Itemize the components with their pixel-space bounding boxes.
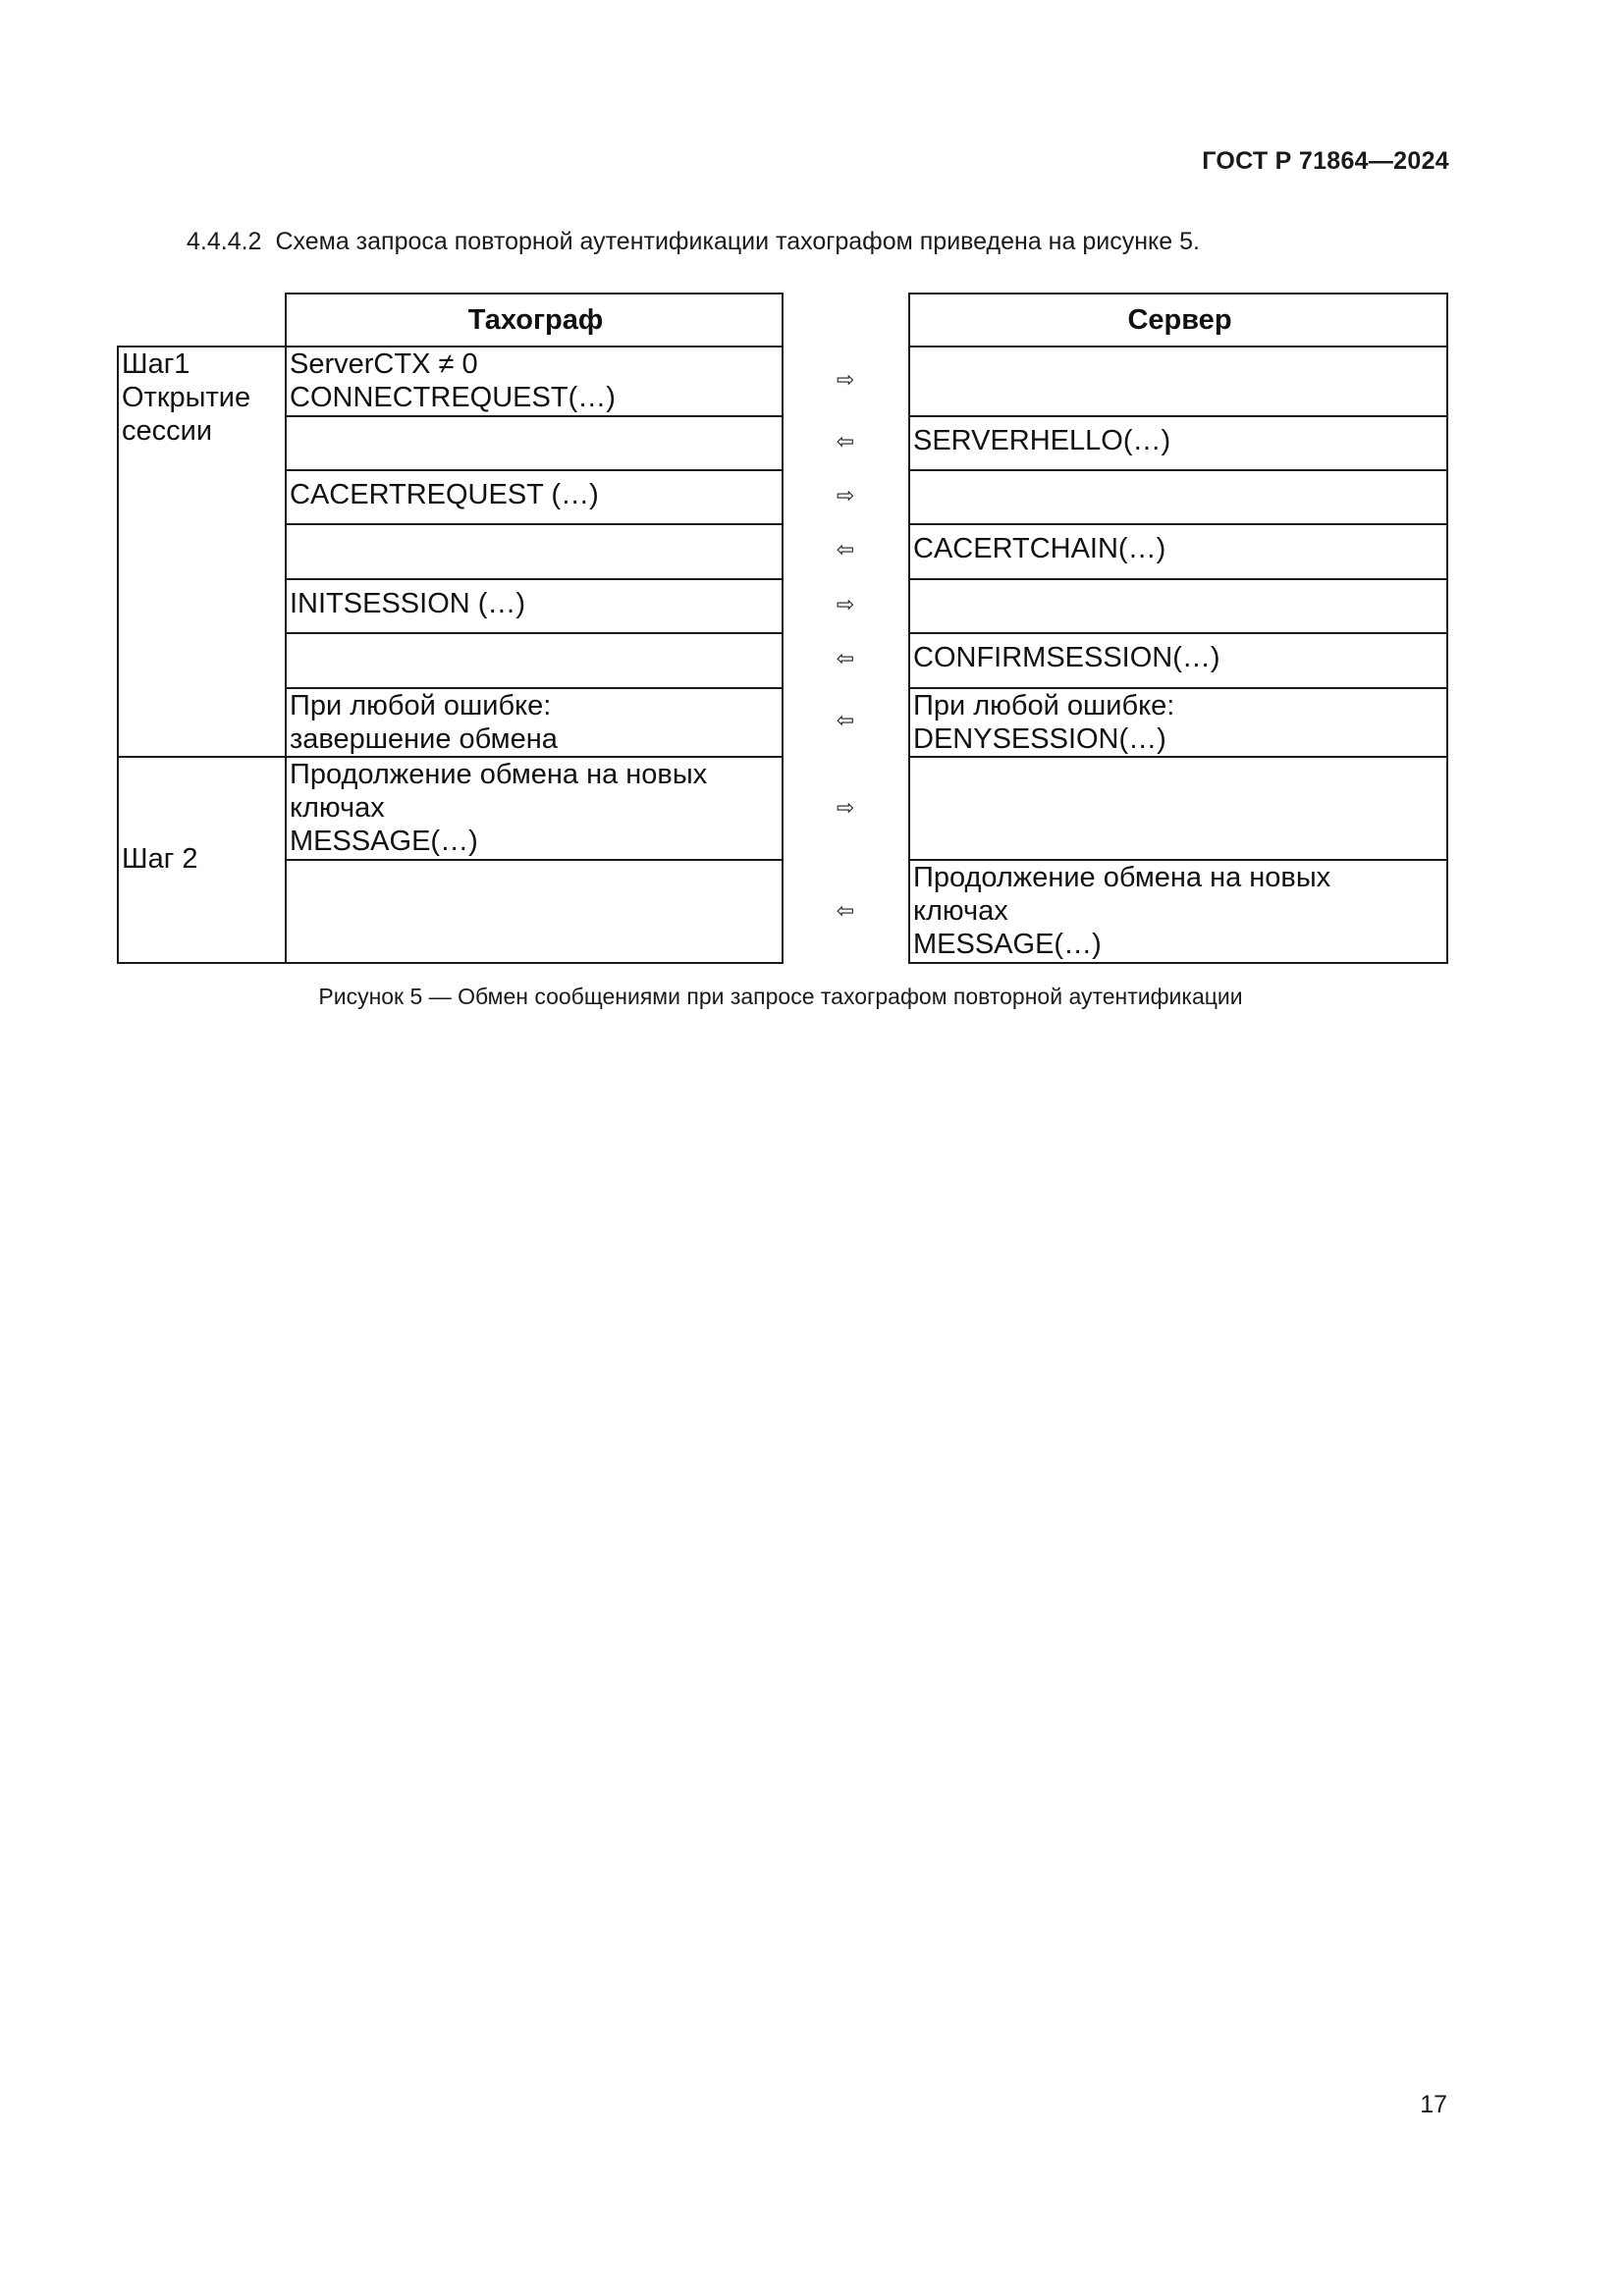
server-message: CACERTCHAIN(…): [913, 533, 1166, 564]
arrow-left-icon: ⇦: [836, 538, 855, 562]
tachograph-message: Продолжение обмена на новых ключах MESSAGE(…): [290, 759, 708, 857]
arrow-right-icon: ⇨: [836, 796, 855, 821]
arrow-left-icon: ⇦: [836, 647, 855, 671]
tachograph-message: INITSESSION (…): [290, 588, 526, 619]
server-header: Сервер: [1127, 304, 1232, 336]
server-message: CONFIRMSESSION(…): [913, 642, 1220, 673]
arrow-left-icon: ⇦: [836, 709, 855, 733]
server-message: Продолжение обмена на новых ключах MESSAGE(…): [913, 862, 1331, 960]
paragraph-text: Схема запроса повторной аутентификации тахографом приведена на рисунке 5.: [275, 228, 1200, 255]
step-1-label: Шаг1 Открытие сессии: [122, 348, 251, 447]
tachograph-message: ServerCTX ≠ 0 CONNECTREQUEST(…): [290, 348, 616, 413]
tachograph-message: При любой ошибке: завершение обмена: [290, 690, 558, 755]
server-message: SERVERHELLO(…): [913, 425, 1171, 456]
arrow-left-icon: ⇦: [836, 899, 855, 924]
figure-caption-text: Рисунок 5 — Обмен сообщениями при запросе тахографом повторной аутентификации: [318, 984, 1243, 1009]
tachograph-header: Тахограф: [467, 304, 604, 336]
page-number: 17: [1420, 2091, 1447, 2118]
arrow-left-icon: ⇦: [836, 430, 855, 454]
tachograph-message: CACERTREQUEST (…): [290, 479, 599, 510]
server-message: При любой ошибке: DENYSESSION(…): [913, 690, 1175, 755]
arrow-right-icon: ⇨: [836, 368, 855, 393]
paragraph: [187, 228, 1200, 256]
standard-code: ГОСТ Р 71864—2024: [1202, 147, 1449, 175]
figure-caption: [0, 984, 1624, 1010]
arrow-right-icon: ⇨: [836, 484, 855, 508]
paragraph-number: 4.4.4.2: [187, 228, 262, 255]
step-2-label: Шаг 2: [122, 843, 198, 875]
arrow-right-icon: ⇨: [836, 593, 855, 617]
